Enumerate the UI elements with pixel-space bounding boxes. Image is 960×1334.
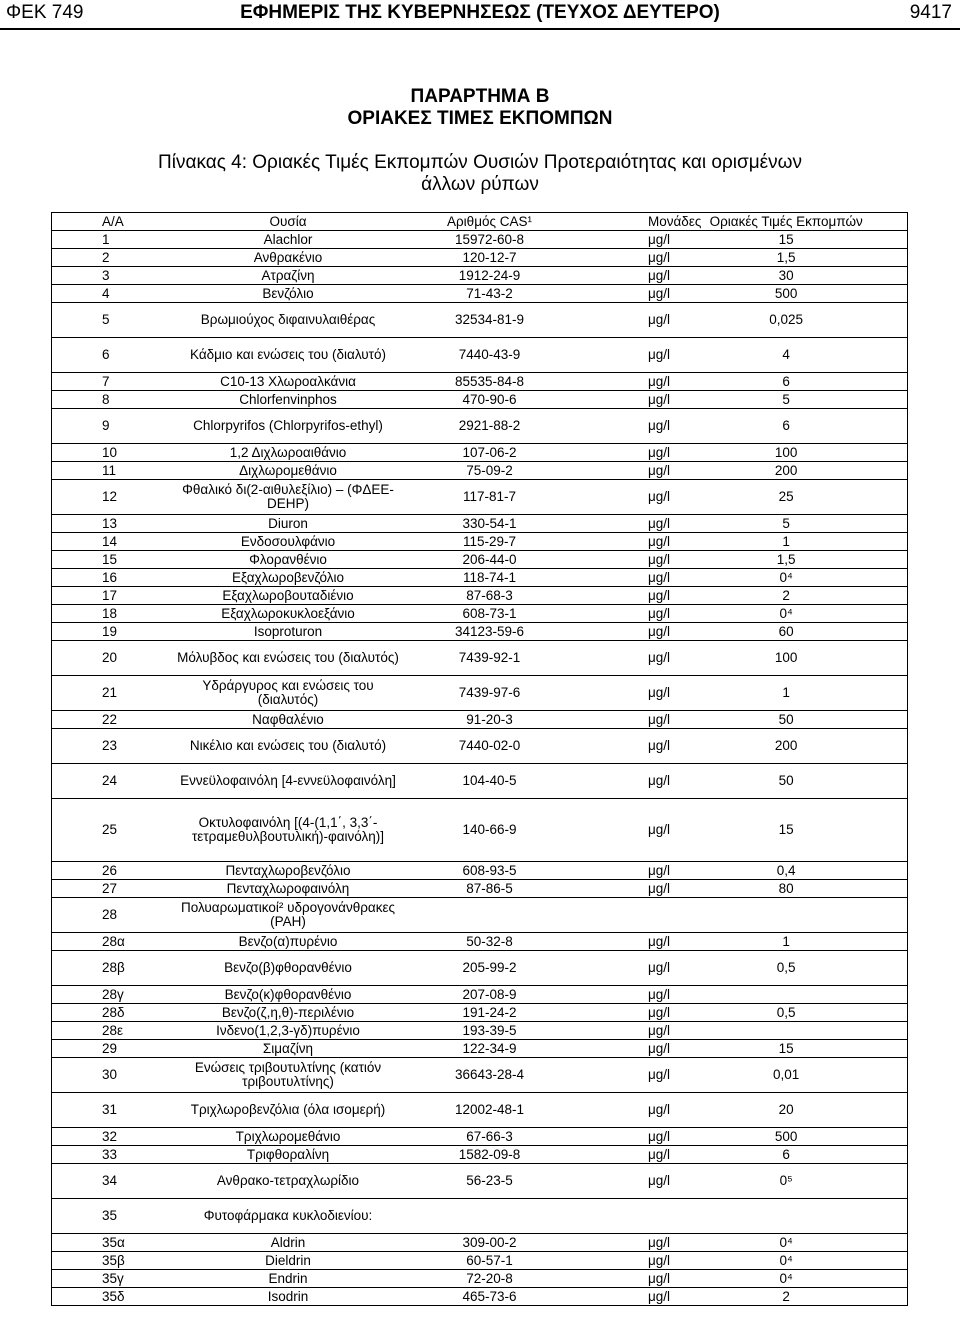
cell-cas: 91-20-3 <box>405 711 574 729</box>
gazette-title: ΕΦΗΜΕΡΙΣ ΤΗΣ ΚΥΒΕΡΝΗΣΕΩΣ (ΤΕΥΧΟΣ ΔΕΥΤΕΡΟ) <box>240 2 720 23</box>
cell-substance: Ινδενο(1,2,3-γδ)πυρένιο <box>171 1022 405 1040</box>
cell-substance: Τριχλωρομεθάνιο <box>171 1128 405 1146</box>
table-row <box>52 1093 908 1128</box>
cell-units: μg/l <box>574 409 703 444</box>
cell-units: μg/l <box>574 1146 703 1164</box>
cell-units: μg/l <box>574 1128 703 1146</box>
cell-cas: 117-81-7 <box>405 480 574 515</box>
cell-cas: 7439-97-6 <box>405 676 574 711</box>
table-row <box>52 986 908 1004</box>
table-row <box>52 515 908 533</box>
table-row <box>52 1270 908 1288</box>
cell-substance: Νικέλιο και ενώσεις του (διαλυτό) <box>171 729 405 764</box>
cell-cas: 140-66-9 <box>405 799 574 862</box>
cell-substance: Φλορανθένιο <box>171 551 405 569</box>
cell-substance: Βενζο(β)φθορανθένιο <box>171 951 405 986</box>
emission-limits-table <box>51 212 908 1306</box>
cell-aa: 20 <box>52 641 172 676</box>
cell-cas: 50-32-8 <box>405 933 574 951</box>
cell-cas: 104-40-5 <box>405 764 574 799</box>
table-row <box>52 249 908 267</box>
cell-cas: 36643-28-4 <box>405 1058 574 1093</box>
cell-limit: 15 <box>703 1040 907 1058</box>
cell-cas: 1582-09-8 <box>405 1146 574 1164</box>
table-row <box>52 462 908 480</box>
cell-substance: Κάδμιο και ενώσεις του (διαλυτό) <box>171 338 405 373</box>
cell-limit: 200 <box>703 729 907 764</box>
cell-cas: 34123-59-6 <box>405 623 574 641</box>
cell-limit: 100 <box>703 641 907 676</box>
cell-units: μg/l <box>574 933 703 951</box>
cell-units: μg/l <box>574 1234 703 1252</box>
cell-substance: Ενώσεις τριβουτυλτίνης (κατιόν τριβουτυλτίνης) <box>171 1058 405 1093</box>
cell-aa: 7 <box>52 373 172 391</box>
cell-limit: 0,5 <box>703 951 907 986</box>
cell-limit: 30 <box>703 267 907 285</box>
table-caption-2: άλλων ρύπων <box>421 174 539 195</box>
cell-cas <box>405 1199 574 1234</box>
cell-aa: 25 <box>52 799 172 862</box>
cell-substance: Alachlor <box>171 231 405 249</box>
cell-limit: 0,01 <box>703 1058 907 1093</box>
table-row <box>52 799 908 862</box>
cell-aa: 35δ <box>52 1288 172 1306</box>
cell-units: μg/l <box>574 391 703 409</box>
cell-limit <box>703 1199 907 1234</box>
cell-cas: 15972-60-8 <box>405 231 574 249</box>
table-row <box>52 676 908 711</box>
cell-units: μg/l <box>574 1004 703 1022</box>
cell-aa: 18 <box>52 605 172 623</box>
cell-units: μg/l <box>574 711 703 729</box>
cell-aa: 28γ <box>52 986 172 1004</box>
cell-limit: 0⁵ <box>703 1164 907 1199</box>
cell-limit: 0,025 <box>703 303 907 338</box>
cell-cas: 7439-92-1 <box>405 641 574 676</box>
cell-units: μg/l <box>574 1022 703 1040</box>
cell-units: μg/l <box>574 862 703 880</box>
table-row <box>52 231 908 249</box>
cell-aa: 30 <box>52 1058 172 1093</box>
cell-substance: Chlorpyrifos (Chlorpyrifos-ethyl) <box>171 409 405 444</box>
cell-aa: 33 <box>52 1146 172 1164</box>
table-row <box>52 267 908 285</box>
table-row <box>52 711 908 729</box>
cell-aa: 35 <box>52 1199 172 1234</box>
cell-substance: Φθαλικό δι(2-αιθυλεξίλιο) – (ΦΔΕΕ-DEHP) <box>171 480 405 515</box>
cell-cas: 330-54-1 <box>405 515 574 533</box>
annex-title: ΠΑΡΑΡΤΗΜΑ Β <box>410 86 550 107</box>
cell-units: μg/l <box>574 444 703 462</box>
cell-aa: 35β <box>52 1252 172 1270</box>
cell-limit: 200 <box>703 462 907 480</box>
table-row <box>52 1128 908 1146</box>
cell-units: μg/l <box>574 462 703 480</box>
cell-cas: 465-73-6 <box>405 1288 574 1306</box>
cell-limit: 2 <box>703 1288 907 1306</box>
table-row <box>52 623 908 641</box>
table-row <box>52 444 908 462</box>
table-row <box>52 1022 908 1040</box>
cell-units: μg/l <box>574 1164 703 1199</box>
cell-units: μg/l <box>574 267 703 285</box>
cell-units: μg/l <box>574 799 703 862</box>
cell-aa: 10 <box>52 444 172 462</box>
cell-cas: 206-44-0 <box>405 551 574 569</box>
cell-units: μg/l <box>574 986 703 1004</box>
cell-substance: Isoproturon <box>171 623 405 641</box>
cell-aa: 19 <box>52 623 172 641</box>
cell-aa: 28 <box>52 898 172 933</box>
table-row <box>52 605 908 623</box>
table-row <box>52 533 908 551</box>
cell-units: μg/l <box>574 338 703 373</box>
table-caption: Πίνακας 4: Οριακές Τιμές Εκπομπών Ουσιών Προτεραιότητας και ορισμένων <box>158 152 802 173</box>
cell-aa: 22 <box>52 711 172 729</box>
cell-substance: Ναφθαλένιο <box>171 711 405 729</box>
table-row <box>52 1252 908 1270</box>
cell-limit: 50 <box>703 764 907 799</box>
cell-limit: 0,4 <box>703 862 907 880</box>
cell-limit: 6 <box>703 1146 907 1164</box>
table-row <box>52 729 908 764</box>
cell-substance: Πολυαρωματικοί² υδρογονάνθρακες (PAH) <box>171 898 405 933</box>
table-row <box>52 569 908 587</box>
cell-aa: 24 <box>52 764 172 799</box>
cell-limit: 0,5 <box>703 1004 907 1022</box>
cell-substance: Diuron <box>171 515 405 533</box>
cell-aa: 12 <box>52 480 172 515</box>
cell-units: μg/l <box>574 231 703 249</box>
cell-substance: Dieldrin <box>171 1252 405 1270</box>
cell-limit: 4 <box>703 338 907 373</box>
cell-cas: 122-34-9 <box>405 1040 574 1058</box>
cell-units: μg/l <box>574 641 703 676</box>
cell-limit: 1 <box>703 933 907 951</box>
cell-units: μg/l <box>574 729 703 764</box>
cell-aa: 2 <box>52 249 172 267</box>
cell-limit: 15 <box>703 799 907 862</box>
cell-aa: 11 <box>52 462 172 480</box>
cell-substance: Chlorfenvinphos <box>171 391 405 409</box>
page-header <box>0 0 960 30</box>
cell-units: μg/l <box>574 515 703 533</box>
cell-aa: 27 <box>52 880 172 898</box>
header-limits: Οριακές Τιμές Εκπομπών <box>703 213 907 231</box>
table-row <box>52 303 908 338</box>
cell-substance: Διχλωρομεθάνιο <box>171 462 405 480</box>
cell-cas: 2921-88-2 <box>405 409 574 444</box>
cell-aa: 3 <box>52 267 172 285</box>
cell-substance: Πενταχλωροφαινόλη <box>171 880 405 898</box>
cell-units: μg/l <box>574 880 703 898</box>
cell-aa: 26 <box>52 862 172 880</box>
cell-substance: Υδράργυρος και ενώσεις του (διαλυτός) <box>171 676 405 711</box>
cell-units: μg/l <box>574 587 703 605</box>
cell-cas: 56-23-5 <box>405 1164 574 1199</box>
table-row <box>52 1164 908 1199</box>
cell-limit: 0⁴ <box>703 569 907 587</box>
cell-substance: 1,2 Διχλωροαιθάνιο <box>171 444 405 462</box>
cell-cas: 1912-24-9 <box>405 267 574 285</box>
cell-limit: 50 <box>703 711 907 729</box>
cell-units: μg/l <box>574 551 703 569</box>
cell-cas: 71-43-2 <box>405 285 574 303</box>
cell-cas: 191-24-2 <box>405 1004 574 1022</box>
cell-aa: 28α <box>52 933 172 951</box>
cell-aa: 8 <box>52 391 172 409</box>
issue-number: ΦΕΚ 749 <box>6 2 84 23</box>
cell-aa: 16 <box>52 569 172 587</box>
table-row <box>52 587 908 605</box>
cell-limit: 5 <box>703 391 907 409</box>
cell-substance: Βενζόλιο <box>171 285 405 303</box>
cell-substance: Εξαχλωροβουταδιένιο <box>171 587 405 605</box>
cell-aa: 6 <box>52 338 172 373</box>
cell-units: μg/l <box>574 1058 703 1093</box>
cell-units: μg/l <box>574 303 703 338</box>
annex-subtitle: ΟΡΙΑΚΕΣ ΤΙΜΕΣ ΕΚΠΟΜΠΩΝ <box>347 108 613 129</box>
cell-units: μg/l <box>574 605 703 623</box>
cell-cas: 7440-43-9 <box>405 338 574 373</box>
cell-units: μg/l <box>574 533 703 551</box>
cell-units: μg/l <box>574 1288 703 1306</box>
cell-aa: 15 <box>52 551 172 569</box>
cell-units: μg/l <box>574 1270 703 1288</box>
cell-cas: 72-20-8 <box>405 1270 574 1288</box>
cell-cas: 107-06-2 <box>405 444 574 462</box>
table-row <box>52 1040 908 1058</box>
cell-limit: 500 <box>703 1128 907 1146</box>
cell-units: μg/l <box>574 569 703 587</box>
table-row <box>52 551 908 569</box>
cell-aa: 35γ <box>52 1270 172 1288</box>
table-row <box>52 951 908 986</box>
cell-cas: 60-57-1 <box>405 1252 574 1270</box>
table-row <box>52 409 908 444</box>
table-row <box>52 1004 908 1022</box>
cell-limit: 6 <box>703 373 907 391</box>
cell-cas <box>405 898 574 933</box>
cell-aa: 34 <box>52 1164 172 1199</box>
cell-aa: 28ε <box>52 1022 172 1040</box>
cell-units: μg/l <box>574 951 703 986</box>
cell-aa: 9 <box>52 409 172 444</box>
cell-substance: Εννεϋλοφαινόλη [4-εννεϋλοφαινόλη] <box>171 764 405 799</box>
cell-substance: Aldrin <box>171 1234 405 1252</box>
cell-aa: 28β <box>52 951 172 986</box>
cell-units: μg/l <box>574 676 703 711</box>
cell-limit: 25 <box>703 480 907 515</box>
cell-units: μg/l <box>574 1252 703 1270</box>
cell-aa: 29 <box>52 1040 172 1058</box>
cell-limit: 0⁴ <box>703 1252 907 1270</box>
cell-substance: Μόλυβδος και ενώσεις του (διαλυτός) <box>171 641 405 676</box>
cell-cas: 193-39-5 <box>405 1022 574 1040</box>
cell-aa: 31 <box>52 1093 172 1128</box>
cell-cas: 608-73-1 <box>405 605 574 623</box>
table-row <box>52 880 908 898</box>
cell-aa: 17 <box>52 587 172 605</box>
cell-substance: Εξαχλωροβενζόλιο <box>171 569 405 587</box>
cell-cas: 608-93-5 <box>405 862 574 880</box>
cell-limit <box>703 898 907 933</box>
cell-limit: 2 <box>703 587 907 605</box>
cell-aa: 21 <box>52 676 172 711</box>
cell-aa: 13 <box>52 515 172 533</box>
cell-cas: 67-66-3 <box>405 1128 574 1146</box>
cell-aa: 32 <box>52 1128 172 1146</box>
cell-limit: 0⁴ <box>703 605 907 623</box>
cell-aa: 14 <box>52 533 172 551</box>
cell-cas: 32534-81-9 <box>405 303 574 338</box>
table-header-row <box>52 213 908 231</box>
cell-limit <box>703 1022 907 1040</box>
cell-limit: 0⁴ <box>703 1234 907 1252</box>
cell-cas: 7440-02-0 <box>405 729 574 764</box>
cell-aa: 4 <box>52 285 172 303</box>
cell-aa: 28δ <box>52 1004 172 1022</box>
cell-substance: Τριχλωροβενζόλια (όλα ισομερή) <box>171 1093 405 1128</box>
header-aa: Α/Α <box>52 213 172 231</box>
cell-limit: 1,5 <box>703 249 907 267</box>
cell-substance: Φυτοφάρμακα κυκλοδιενίου: <box>171 1199 405 1234</box>
cell-units: μg/l <box>574 373 703 391</box>
cell-limit: 60 <box>703 623 907 641</box>
cell-substance: Isodrin <box>171 1288 405 1306</box>
cell-cas: 85535-84-8 <box>405 373 574 391</box>
cell-units: μg/l <box>574 1040 703 1058</box>
table-row <box>52 641 908 676</box>
cell-limit: 500 <box>703 285 907 303</box>
cell-limit: 1 <box>703 533 907 551</box>
header-substance: Ουσία <box>171 213 405 231</box>
cell-substance: Τριφθοραλίνη <box>171 1146 405 1164</box>
cell-substance: Πενταχλωροβενζόλιο <box>171 862 405 880</box>
cell-substance: Ανθρακο-τετραχλωρίδιο <box>171 1164 405 1199</box>
table-row <box>52 391 908 409</box>
table-row <box>52 1199 908 1234</box>
cell-units: μg/l <box>574 623 703 641</box>
cell-cas: 115-29-7 <box>405 533 574 551</box>
cell-limit: 80 <box>703 880 907 898</box>
cell-units: μg/l <box>574 480 703 515</box>
cell-units: μg/l <box>574 285 703 303</box>
cell-cas: 205-99-2 <box>405 951 574 986</box>
table-row <box>52 1288 908 1306</box>
cell-substance: Βενζο(ζ,η,θ)-περιλένιο <box>171 1004 405 1022</box>
cell-substance: Βενζο(α)πυρένιο <box>171 933 405 951</box>
table-row <box>52 285 908 303</box>
page-number: 9417 <box>909 2 952 23</box>
cell-substance: Οκτυλοφαινόλη [(4-(1,1΄, 3,3΄-τετραμεθυλβουτυλική)-φαινόλη)] <box>171 799 405 862</box>
cell-limit: 5 <box>703 515 907 533</box>
cell-cas: 120-12-7 <box>405 249 574 267</box>
cell-aa: 35α <box>52 1234 172 1252</box>
cell-aa: 1 <box>52 231 172 249</box>
cell-substance: Εξαχλωροκυκλοεξάνιο <box>171 605 405 623</box>
cell-cas: 309-00-2 <box>405 1234 574 1252</box>
cell-limit: 20 <box>703 1093 907 1128</box>
cell-substance: Βρωμιούχος διφαινυλαιθέρας <box>171 303 405 338</box>
cell-cas: 87-86-5 <box>405 880 574 898</box>
table-row <box>52 1234 908 1252</box>
cell-units: μg/l <box>574 1093 703 1128</box>
cell-substance: C10-13 Χλωροαλκάνια <box>171 373 405 391</box>
cell-limit: 15 <box>703 231 907 249</box>
cell-cas: 207-08-9 <box>405 986 574 1004</box>
cell-limit: 0⁴ <box>703 1270 907 1288</box>
cell-units: μg/l <box>574 249 703 267</box>
cell-limit: 6 <box>703 409 907 444</box>
header-units: Μονάδες <box>574 213 703 231</box>
table-row <box>52 898 908 933</box>
header-cas: Αριθμός CAS¹ <box>405 213 574 231</box>
cell-cas: 87-68-3 <box>405 587 574 605</box>
cell-limit <box>703 986 907 1004</box>
cell-cas: 75-09-2 <box>405 462 574 480</box>
table-row <box>52 338 908 373</box>
table-row <box>52 480 908 515</box>
cell-units <box>574 1199 703 1234</box>
table-row <box>52 1146 908 1164</box>
cell-cas: 470-90-6 <box>405 391 574 409</box>
table-body <box>52 231 908 1306</box>
cell-substance: Endrin <box>171 1270 405 1288</box>
table-row <box>52 764 908 799</box>
cell-substance: Βενζο(κ)φθορανθένιο <box>171 986 405 1004</box>
cell-substance: Ατραζίνη <box>171 267 405 285</box>
table-row <box>52 1058 908 1093</box>
cell-limit: 1 <box>703 676 907 711</box>
table-row <box>52 862 908 880</box>
table-row <box>52 933 908 951</box>
cell-substance: Ενδοσουλφάνιο <box>171 533 405 551</box>
cell-units <box>574 898 703 933</box>
cell-limit: 1,5 <box>703 551 907 569</box>
cell-units: μg/l <box>574 764 703 799</box>
cell-aa: 23 <box>52 729 172 764</box>
cell-substance: Ανθρακένιο <box>171 249 405 267</box>
cell-cas: 118-74-1 <box>405 569 574 587</box>
cell-aa: 5 <box>52 303 172 338</box>
cell-substance: Σιμαζίνη <box>171 1040 405 1058</box>
cell-limit: 100 <box>703 444 907 462</box>
cell-cas: 12002-48-1 <box>405 1093 574 1128</box>
table-row <box>52 373 908 391</box>
